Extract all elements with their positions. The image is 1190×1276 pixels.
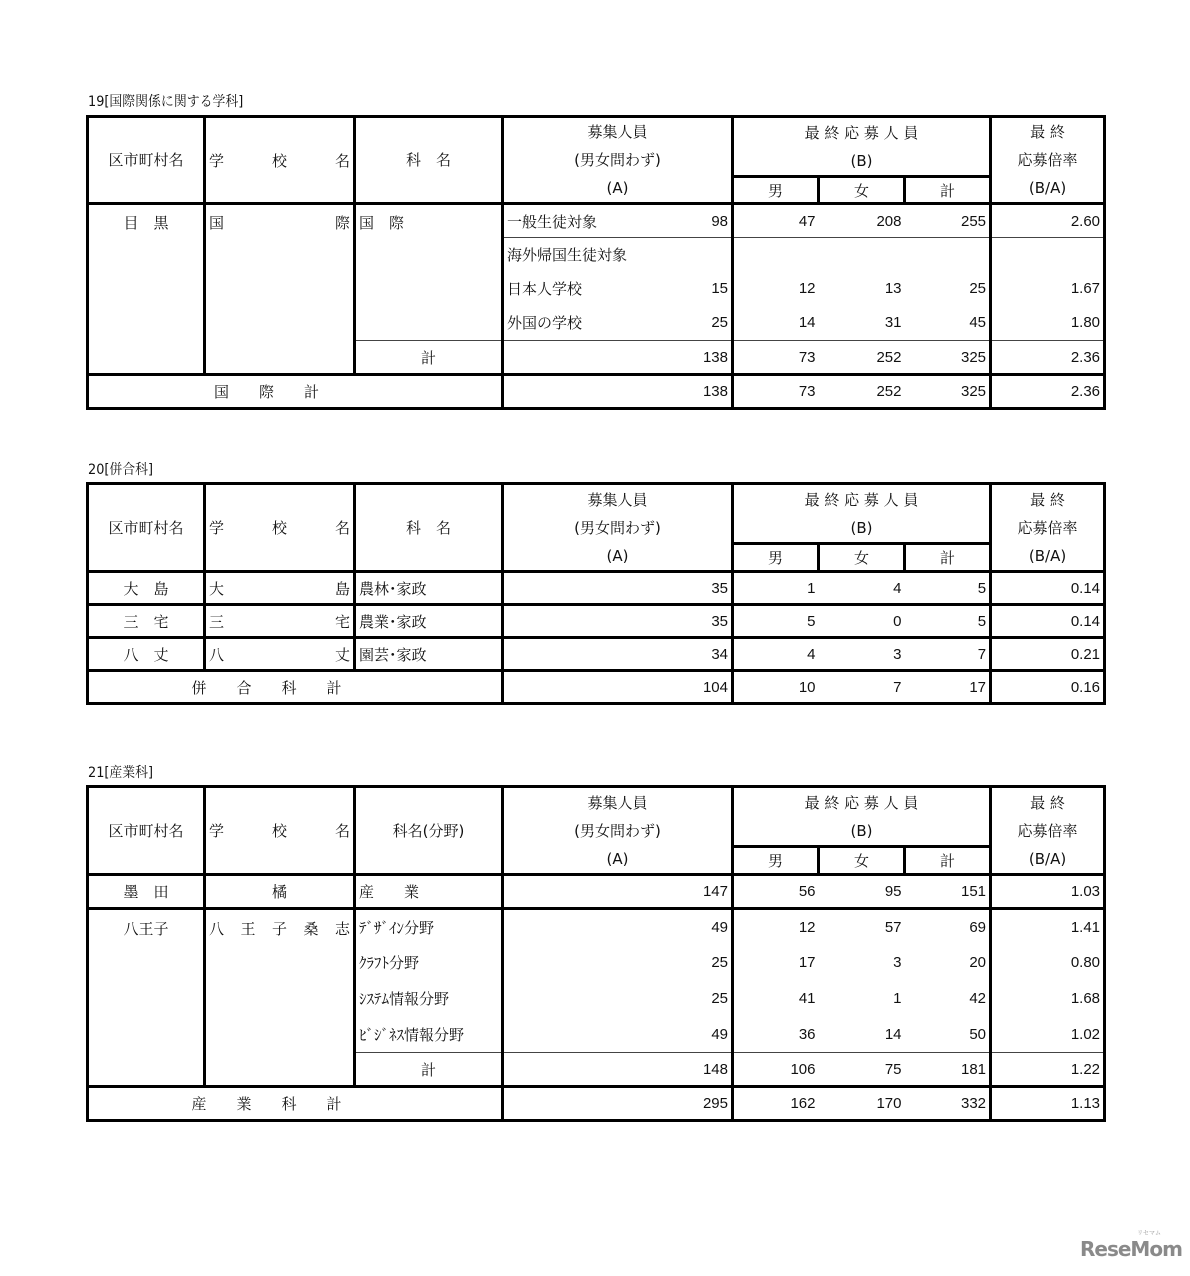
subtotal-total: 181 [905, 1053, 991, 1087]
ratio-cell: 1.68 [991, 981, 1105, 1017]
header-school-char: 名 [334, 151, 350, 170]
school-char: 王 [240, 920, 256, 938]
section-title-19: 19[国際関係に関する学科] [88, 94, 244, 110]
header-recruit [503, 117, 733, 204]
female-cell: 13 [884, 280, 902, 297]
area-cell: 目 黒 [88, 204, 205, 375]
header-female: 女 [819, 847, 905, 875]
header-ratio-line3: (B/A) [1028, 849, 1067, 868]
female-cell [819, 238, 905, 272]
grand-total-total: 332 [905, 1087, 991, 1121]
ratio-cell [991, 238, 1105, 272]
school-cell [205, 605, 355, 638]
school-char: 三 [209, 612, 225, 631]
table-industry [86, 785, 1106, 1122]
recruit-cell: 25 [503, 945, 733, 981]
course-cell: 産 業 [355, 875, 503, 909]
header-ratio-line1: 最 終 [1030, 123, 1065, 141]
header-recruit-line3: (A) [606, 546, 629, 565]
male-cell: 14 [733, 306, 819, 341]
ratio-cell: 1.02 [991, 1017, 1105, 1053]
header-area: 区市町村名 [88, 787, 205, 875]
header-applicants-line2: (B) [850, 821, 873, 840]
watermark-kana: リセマム [1137, 1230, 1161, 1237]
total-cell: 5 [905, 605, 991, 638]
resemom-logo: ReseMom [1080, 1237, 1182, 1261]
header-recruit-line2: (男女問わず) [574, 518, 661, 537]
header-male: 男 [733, 544, 819, 572]
header-school-char: 校 [271, 519, 287, 537]
total-cell: 42 [905, 981, 991, 1017]
ratio-cell: 0.21 [991, 638, 1105, 671]
header-applicants-line2: (B) [850, 151, 873, 170]
total-cell: 25 [905, 272, 991, 306]
female-cell: 57 [884, 918, 902, 936]
header-course: 科 名 [355, 117, 503, 204]
header-recruit-line2: (男女問わず) [574, 821, 661, 840]
course-cell: 国 際 [355, 204, 503, 341]
total-cell: 255 [905, 204, 991, 238]
header-recruit [503, 787, 733, 875]
header-ratio-line1: 最 終 [1030, 793, 1065, 812]
subtotal-total: 325 [905, 341, 991, 375]
grand-total-male: 10 [733, 671, 819, 704]
header-course: 科 名 [355, 484, 503, 572]
header-recruit-line1: 募集人員 [587, 793, 648, 812]
header-recruit [503, 484, 733, 572]
recruit-cell [503, 272, 733, 306]
female-cell: 1 [893, 990, 902, 1007]
header-applicants-line1: 最 終 応 募 人 員 [804, 793, 919, 812]
header-recruit-line3: (A) [606, 179, 629, 197]
subtotal-ratio: 2.36 [991, 341, 1105, 375]
area-cell: 墨 田 [88, 875, 205, 909]
subtotal-recruit: 148 [503, 1053, 733, 1087]
female-cell: 3 [893, 954, 902, 971]
school-char: 際 [334, 214, 350, 232]
total-cell: 20 [905, 945, 991, 981]
male-cell: 17 [733, 945, 819, 981]
total-cell: 5 [905, 572, 991, 605]
header-recruit-line2: (男女問わず) [574, 151, 661, 169]
total-cell: 69 [905, 909, 991, 945]
header-total: 計 [905, 177, 991, 204]
ratio-cell: 1.80 [991, 306, 1105, 341]
header-school-char: 学 [209, 519, 225, 537]
recruit-category: 一般生徒対象 [507, 212, 598, 231]
school-char: 志 [334, 920, 350, 938]
table-row [88, 638, 1105, 671]
recruit-value: 15 [711, 280, 728, 297]
area-cell: 八王子 [88, 909, 205, 1087]
female-cell: 4 [819, 572, 905, 605]
female-cell: 31 [884, 314, 902, 332]
ratio-cell: 1.41 [991, 909, 1105, 945]
header-school-char: 校 [271, 151, 287, 170]
grand-total-row [88, 1087, 1105, 1121]
recruit-category: 日本人学校 [507, 280, 583, 298]
header-school-char: 学 [209, 151, 225, 170]
table-row [88, 909, 1105, 945]
school-char: 島 [334, 579, 350, 598]
header-ratio-line2: 応募倍率 [1017, 151, 1078, 169]
total-cell: 7 [905, 638, 991, 671]
section-title-21: 21[産業科] [88, 765, 154, 781]
section-title-20: 20[併合科] [88, 462, 154, 478]
female-cell: 3 [819, 638, 905, 671]
male-cell [733, 238, 819, 272]
header-ratio-line2: 応募倍率 [1017, 518, 1078, 537]
course-cell: ｸﾗﾌﾄ分野 [355, 945, 503, 981]
male-cell: 4 [733, 638, 819, 671]
header-applicants [733, 117, 991, 177]
header-area: 区市町村名 [88, 484, 205, 572]
header-applicants-line1: 最 終 応 募 人 員 [804, 490, 919, 509]
grand-total-total: 325 [905, 375, 991, 409]
recruit-cell: 49 [503, 1017, 733, 1053]
ratio-cell: 0.80 [991, 945, 1105, 981]
school-char: 宅 [334, 612, 350, 631]
header-ratio [991, 117, 1105, 204]
subtotal-female: 252 [819, 341, 905, 375]
male-cell: 1 [733, 572, 819, 605]
subtotal-male: 106 [733, 1053, 819, 1087]
recruit-value: 98 [711, 212, 728, 230]
header-applicants-line1: 最 終 応 募 人 員 [804, 123, 919, 142]
recruit-cell: 35 [503, 605, 733, 638]
grand-total-recruit: 104 [503, 671, 733, 704]
course-cell: ﾋﾞｼﾞﾈｽ情報分野 [355, 1017, 503, 1053]
total-cell: 151 [905, 875, 991, 909]
recruit-cell: 25 [503, 981, 733, 1017]
area-cell: 八 丈 [88, 638, 205, 671]
area-cell: 三 宅 [88, 605, 205, 638]
recruit-cell: 49 [503, 909, 733, 945]
header-applicants [733, 787, 991, 847]
header-ratio-line3: (B/A) [1028, 179, 1067, 197]
school-char: 国 [209, 214, 225, 232]
header-school [205, 117, 355, 204]
recruit-cell: 35 [503, 572, 733, 605]
grand-total-label: 併 合 科 計 [88, 671, 503, 704]
grand-total-row [88, 671, 1105, 704]
school-char: 丈 [334, 645, 350, 664]
header-school-char: 学 [209, 822, 225, 840]
male-cell: 5 [733, 605, 819, 638]
ratio-cell: 0.14 [991, 605, 1105, 638]
subtotal-recruit: 138 [503, 341, 733, 375]
course-cell: ﾃﾞｻﾞｲﾝ分野 [355, 909, 503, 945]
header-ratio [991, 787, 1105, 875]
recruit-cell [503, 306, 733, 341]
grand-total-label: 産 業 科 計 [88, 1087, 503, 1121]
grand-total-female: 170 [819, 1087, 905, 1121]
header-ratio-line3: (B/A) [1028, 546, 1067, 565]
header-recruit-line1: 募集人員 [587, 490, 648, 509]
header-school [205, 787, 355, 875]
subtotal-ratio: 1.22 [991, 1053, 1105, 1087]
total-cell: 50 [905, 1017, 991, 1053]
header-total: 計 [905, 544, 991, 572]
grand-total-label: 国 際 計 [88, 375, 503, 409]
male-cell: 36 [733, 1017, 819, 1053]
school-char: 八 [209, 645, 225, 664]
course-cell: 園芸･家政 [355, 638, 503, 671]
recruit-category: 外国の学校 [507, 314, 583, 333]
recruit-value: 25 [711, 314, 728, 332]
female-cell: 208 [819, 204, 905, 238]
header-ratio-line2: 応募倍率 [1017, 821, 1078, 840]
school-char: 大 [209, 579, 225, 598]
school-cell [205, 204, 355, 375]
header-recruit-line3: (A) [606, 849, 629, 868]
recruit-cell [503, 238, 733, 272]
grand-total-total: 17 [905, 671, 991, 704]
header-school-char: 名 [334, 822, 350, 840]
ratio-cell: 1.67 [991, 272, 1105, 306]
grand-total-male: 73 [733, 375, 819, 409]
subtotal-label: 計 [355, 341, 503, 375]
school-cell [205, 909, 355, 1087]
school-cell [205, 572, 355, 605]
header-female: 女 [819, 544, 905, 572]
header-recruit-line1: 募集人員 [587, 123, 648, 141]
header-applicants [733, 484, 991, 544]
header-applicants-line2: (B) [850, 518, 873, 537]
grand-total-ratio: 2.36 [991, 375, 1105, 409]
subtotal-label: 計 [355, 1053, 503, 1087]
recruit-cell [503, 204, 733, 238]
grand-total-male: 162 [733, 1087, 819, 1121]
school-cell [205, 638, 355, 671]
table-combined [86, 482, 1106, 705]
school-char: 八 [209, 920, 225, 938]
total-cell [905, 238, 991, 272]
table-row [88, 572, 1105, 605]
school-char: 子 [271, 920, 287, 938]
header-male: 男 [733, 177, 819, 204]
header-area: 区市町村名 [88, 117, 205, 204]
header-ratio-line1: 最 終 [1030, 490, 1065, 509]
table-international [86, 115, 1106, 410]
subtotal-female: 75 [819, 1053, 905, 1087]
female-cell: 14 [884, 1025, 902, 1043]
header-male: 男 [733, 847, 819, 875]
total-cell: 45 [905, 306, 991, 341]
female-cell: 0 [819, 605, 905, 638]
female-cell: 95 [819, 875, 905, 909]
ratio-cell: 1.03 [991, 875, 1105, 909]
ratio-cell: 0.14 [991, 572, 1105, 605]
recruit-category: 海外帰国生徒対象 [507, 246, 628, 265]
male-cell: 41 [733, 981, 819, 1017]
grand-total-recruit: 295 [503, 1087, 733, 1121]
male-cell: 12 [733, 272, 819, 306]
grand-total-ratio: 0.16 [991, 671, 1105, 704]
header-school-char: 校 [271, 822, 287, 840]
male-cell: 47 [733, 204, 819, 238]
header-ratio [991, 484, 1105, 572]
table-row [88, 605, 1105, 638]
course-cell: 農業･家政 [355, 605, 503, 638]
school-char: 桑 [303, 920, 319, 938]
ratio-cell: 2.60 [991, 204, 1105, 238]
course-cell: ｼｽﾃﾑ情報分野 [355, 981, 503, 1017]
header-total: 計 [905, 847, 991, 875]
school-cell: 橘 [205, 875, 355, 909]
header-course-field: 科名(分野) [355, 787, 503, 875]
header-school-char: 名 [334, 519, 350, 537]
area-cell: 大 島 [88, 572, 205, 605]
grand-total-female: 252 [819, 375, 905, 409]
grand-total-female: 7 [819, 671, 905, 704]
male-cell: 12 [733, 909, 819, 945]
recruit-cell: 34 [503, 638, 733, 671]
course-cell: 農林･家政 [355, 572, 503, 605]
recruit-cell: 147 [503, 875, 733, 909]
subtotal-male: 73 [733, 341, 819, 375]
grand-total-ratio: 1.13 [991, 1087, 1105, 1121]
header-school [205, 484, 355, 572]
header-female: 女 [819, 177, 905, 204]
table-row [88, 875, 1105, 909]
male-cell: 56 [733, 875, 819, 909]
grand-total-recruit: 138 [503, 375, 733, 409]
